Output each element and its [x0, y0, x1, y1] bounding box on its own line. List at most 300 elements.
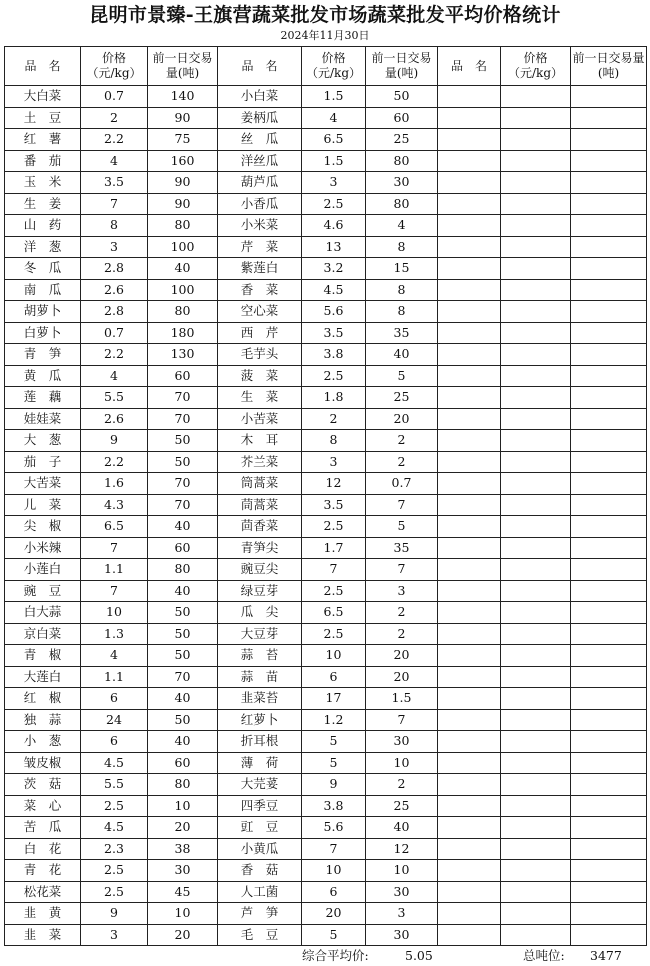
cell-price: 9: [302, 774, 366, 796]
cell-name: 白大蒜: [5, 602, 81, 624]
cell-volume: 50: [148, 645, 218, 667]
cell-price: [501, 473, 571, 495]
cell-name: 独 蒜: [5, 709, 81, 731]
cell-volume: 35: [366, 537, 438, 559]
cell-name: 西 芹: [218, 322, 302, 344]
cell-price: [501, 795, 571, 817]
cell-price: 3: [81, 236, 148, 258]
cell-volume: 40: [366, 344, 438, 366]
table-row: [5, 473, 647, 495]
table-row: [5, 279, 647, 301]
cell-volume: 8: [366, 279, 438, 301]
cell-name: [438, 838, 501, 860]
cell-name: 大 葱: [5, 430, 81, 452]
cell-volume: 50: [148, 623, 218, 645]
table-row: [5, 559, 647, 581]
cell-price: 5.6: [302, 301, 366, 323]
cell-volume: 80: [148, 559, 218, 581]
cell-volume: 35: [366, 322, 438, 344]
cell-volume: 40: [366, 817, 438, 839]
cell-price: 1.2: [302, 709, 366, 731]
table-row: [5, 236, 647, 258]
cell-name: 绿豆芽: [218, 580, 302, 602]
table-row: [5, 881, 647, 903]
cell-volume: 75: [148, 129, 218, 151]
header-volume: 前一日交易量(吨): [366, 47, 438, 86]
cell-name: [438, 645, 501, 667]
table-row: [5, 860, 647, 882]
cell-price: 20: [302, 903, 366, 925]
cell-volume: 70: [148, 494, 218, 516]
table-row: [5, 752, 647, 774]
table-row: [5, 623, 647, 645]
cell-volume: 40: [148, 731, 218, 753]
cell-price: [501, 172, 571, 194]
cell-price: 2.6: [81, 279, 148, 301]
cell-volume: [571, 580, 647, 602]
cell-volume: 20: [366, 645, 438, 667]
cell-price: [501, 236, 571, 258]
cell-name: 大莲白: [5, 666, 81, 688]
cell-volume: [571, 817, 647, 839]
cell-volume: 50: [148, 602, 218, 624]
cell-name: 蒜 苗: [218, 666, 302, 688]
cell-volume: 8: [366, 236, 438, 258]
cell-name: [438, 774, 501, 796]
table-row: [5, 903, 647, 925]
cell-name: 小米辣: [5, 537, 81, 559]
cell-price: 6.5: [302, 129, 366, 151]
cell-name: 豌 豆: [5, 580, 81, 602]
table-header-row: [5, 47, 647, 86]
cell-volume: [571, 193, 647, 215]
cell-name: [438, 666, 501, 688]
cell-name: 胡萝卜: [5, 301, 81, 323]
header-price: 价格（元/kg）: [302, 47, 366, 86]
table-body: [5, 86, 647, 946]
cell-price: [501, 258, 571, 280]
cell-price: 7: [81, 193, 148, 215]
cell-volume: 30: [148, 860, 218, 882]
cell-volume: 50: [366, 86, 438, 108]
cell-price: 10: [302, 860, 366, 882]
cell-name: [438, 881, 501, 903]
cell-name: 木 耳: [218, 430, 302, 452]
cell-price: 1.3: [81, 623, 148, 645]
table-row: [5, 494, 647, 516]
cell-price: 5: [302, 731, 366, 753]
cell-volume: 25: [366, 795, 438, 817]
cell-volume: 25: [366, 387, 438, 409]
cell-price: 1.7: [302, 537, 366, 559]
cell-volume: [571, 924, 647, 946]
cell-volume: 2: [366, 430, 438, 452]
table-row: [5, 215, 647, 237]
cell-price: 2.8: [81, 301, 148, 323]
cell-volume: 60: [366, 107, 438, 129]
cell-price: 3.8: [302, 795, 366, 817]
cell-name: [438, 580, 501, 602]
cell-price: [501, 387, 571, 409]
cell-volume: 2: [366, 451, 438, 473]
cell-volume: 40: [148, 516, 218, 538]
cell-volume: [571, 236, 647, 258]
cell-volume: 160: [148, 150, 218, 172]
cell-price: 4: [302, 107, 366, 129]
cell-volume: 60: [148, 752, 218, 774]
cell-price: 7: [302, 838, 366, 860]
header-name: 品 名: [5, 47, 81, 86]
cell-name: [438, 451, 501, 473]
header-name: 品 名: [438, 47, 501, 86]
cell-volume: 70: [148, 473, 218, 495]
cell-price: [501, 107, 571, 129]
table-row: [5, 709, 647, 731]
cell-name: [438, 215, 501, 237]
cell-name: 青 椒: [5, 645, 81, 667]
cell-name: 青笋尖: [218, 537, 302, 559]
cell-price: 5: [302, 924, 366, 946]
cell-price: 6: [302, 881, 366, 903]
cell-name: 韭菜苔: [218, 688, 302, 710]
cell-name: 人工菌: [218, 881, 302, 903]
cell-name: 小白菜: [218, 86, 302, 108]
table-row: [5, 451, 647, 473]
cell-price: 5: [302, 752, 366, 774]
cell-price: 4: [81, 150, 148, 172]
cell-price: 6: [302, 666, 366, 688]
cell-volume: [571, 731, 647, 753]
cell-volume: [571, 279, 647, 301]
cell-price: 6.5: [81, 516, 148, 538]
cell-name: 豇 豆: [218, 817, 302, 839]
cell-price: 2.5: [81, 860, 148, 882]
cell-name: 芦 笋: [218, 903, 302, 925]
cell-name: 土 豆: [5, 107, 81, 129]
cell-name: 白 花: [5, 838, 81, 860]
table-row: [5, 537, 647, 559]
cell-name: 莲 藕: [5, 387, 81, 409]
cell-price: [501, 731, 571, 753]
cell-name: [438, 795, 501, 817]
cell-volume: 20: [366, 666, 438, 688]
cell-price: 1.5: [302, 150, 366, 172]
cell-volume: [571, 709, 647, 731]
cell-price: 4.5: [302, 279, 366, 301]
cell-price: 4.5: [81, 752, 148, 774]
cell-price: 2.5: [302, 365, 366, 387]
average-price-label: 综合平均价:: [302, 948, 369, 963]
cell-price: 5.5: [81, 774, 148, 796]
cell-price: 24: [81, 709, 148, 731]
cell-name: [438, 322, 501, 344]
cell-volume: [571, 215, 647, 237]
cell-volume: 20: [366, 408, 438, 430]
cell-price: 2.2: [81, 129, 148, 151]
table-row: [5, 580, 647, 602]
cell-name: 茄 子: [5, 451, 81, 473]
cell-volume: 50: [148, 451, 218, 473]
cell-name: [438, 365, 501, 387]
table-row: [5, 666, 647, 688]
cell-volume: 60: [148, 537, 218, 559]
cell-volume: 20: [148, 817, 218, 839]
cell-volume: 2: [366, 602, 438, 624]
cell-volume: 70: [148, 408, 218, 430]
cell-volume: [571, 602, 647, 624]
cell-price: 0.7: [81, 322, 148, 344]
cell-price: [501, 774, 571, 796]
cell-name: 小米菜: [218, 215, 302, 237]
cell-volume: [571, 838, 647, 860]
cell-price: 3.8: [302, 344, 366, 366]
header-price: 价格（元/kg）: [501, 47, 571, 86]
cell-price: 1.6: [81, 473, 148, 495]
cell-name: 毛芋头: [218, 344, 302, 366]
cell-volume: 15: [366, 258, 438, 280]
cell-name: [438, 559, 501, 581]
cell-name: 小黄瓜: [218, 838, 302, 860]
cell-price: 4: [81, 645, 148, 667]
cell-name: 芹 菜: [218, 236, 302, 258]
cell-volume: 30: [366, 924, 438, 946]
cell-name: 白萝卜: [5, 322, 81, 344]
cell-name: 小苦菜: [218, 408, 302, 430]
cell-price: 2.2: [81, 451, 148, 473]
cell-name: 丝 瓜: [218, 129, 302, 151]
cell-price: [501, 365, 571, 387]
cell-name: [438, 688, 501, 710]
cell-name: 蒜 苔: [218, 645, 302, 667]
cell-price: [501, 301, 571, 323]
cell-volume: 20: [148, 924, 218, 946]
cell-price: 2.3: [81, 838, 148, 860]
cell-volume: [571, 430, 647, 452]
cell-name: 山 药: [5, 215, 81, 237]
cell-volume: 7: [366, 709, 438, 731]
cell-price: 0.7: [81, 86, 148, 108]
table-row: [5, 795, 647, 817]
cell-name: [438, 86, 501, 108]
cell-name: [438, 344, 501, 366]
cell-name: 大苦菜: [5, 473, 81, 495]
table-row: [5, 688, 647, 710]
table-row: [5, 107, 647, 129]
cell-volume: 1.5: [366, 688, 438, 710]
cell-name: 玉 米: [5, 172, 81, 194]
cell-price: [501, 150, 571, 172]
cell-name: [438, 150, 501, 172]
cell-name: [438, 279, 501, 301]
cell-volume: 5: [366, 516, 438, 538]
cell-volume: [571, 322, 647, 344]
cell-volume: 3: [366, 580, 438, 602]
cell-price: 10: [81, 602, 148, 624]
cell-name: 茴香菜: [218, 516, 302, 538]
cell-price: [501, 709, 571, 731]
cell-price: 1.1: [81, 559, 148, 581]
cell-volume: 25: [366, 129, 438, 151]
cell-volume: [571, 860, 647, 882]
cell-price: [501, 860, 571, 882]
cell-name: 青 笋: [5, 344, 81, 366]
table-row: [5, 344, 647, 366]
cell-volume: 45: [148, 881, 218, 903]
cell-name: 京白菜: [5, 623, 81, 645]
cell-volume: [571, 365, 647, 387]
cell-volume: [571, 107, 647, 129]
cell-price: 2: [81, 107, 148, 129]
cell-price: 6: [81, 731, 148, 753]
cell-price: 12: [302, 473, 366, 495]
cell-name: [438, 172, 501, 194]
cell-volume: 140: [148, 86, 218, 108]
cell-volume: [571, 774, 647, 796]
cell-name: 皱皮椒: [5, 752, 81, 774]
cell-price: 9: [81, 430, 148, 452]
cell-price: [501, 129, 571, 151]
cell-price: [501, 623, 571, 645]
cell-price: 6: [81, 688, 148, 710]
cell-volume: 70: [148, 666, 218, 688]
cell-name: 大豆芽: [218, 623, 302, 645]
cell-price: 3.2: [302, 258, 366, 280]
cell-name: 四季豆: [218, 795, 302, 817]
cell-price: [501, 516, 571, 538]
cell-price: [501, 322, 571, 344]
cell-name: 小 葱: [5, 731, 81, 753]
table-row: [5, 387, 647, 409]
cell-price: 8: [81, 215, 148, 237]
cell-volume: 80: [366, 150, 438, 172]
total-tonnage-label: 总吨位:: [523, 948, 565, 963]
cell-volume: 7: [366, 494, 438, 516]
cell-name: [438, 236, 501, 258]
cell-name: [438, 537, 501, 559]
cell-price: [501, 817, 571, 839]
cell-price: [501, 924, 571, 946]
table-row: [5, 774, 647, 796]
cell-name: [438, 602, 501, 624]
cell-price: [501, 193, 571, 215]
cell-name: 香 菇: [218, 860, 302, 882]
cell-volume: [571, 537, 647, 559]
cell-name: [438, 473, 501, 495]
cell-name: [438, 924, 501, 946]
cell-volume: 10: [366, 752, 438, 774]
table-row: [5, 86, 647, 108]
header-name: 品 名: [218, 47, 302, 86]
cell-volume: 30: [366, 172, 438, 194]
cell-price: 4.3: [81, 494, 148, 516]
cell-volume: 60: [148, 365, 218, 387]
cell-volume: [571, 494, 647, 516]
cell-name: [438, 752, 501, 774]
price-table: [4, 46, 647, 946]
cell-volume: 2: [366, 623, 438, 645]
cell-name: 红 薯: [5, 129, 81, 151]
cell-volume: [571, 645, 647, 667]
cell-name: 洋丝瓜: [218, 150, 302, 172]
cell-name: 筒蒿菜: [218, 473, 302, 495]
cell-volume: 2: [366, 774, 438, 796]
cell-price: [501, 279, 571, 301]
cell-volume: 80: [148, 301, 218, 323]
cell-name: 大白菜: [5, 86, 81, 108]
cell-name: [438, 408, 501, 430]
cell-volume: 80: [148, 215, 218, 237]
cell-volume: [571, 344, 647, 366]
cell-price: 3.5: [81, 172, 148, 194]
cell-volume: 4: [366, 215, 438, 237]
cell-name: [438, 817, 501, 839]
cell-volume: [571, 473, 647, 495]
cell-name: 番 茄: [5, 150, 81, 172]
cell-volume: 3: [366, 903, 438, 925]
cell-volume: 12: [366, 838, 438, 860]
cell-price: [501, 881, 571, 903]
cell-name: [438, 623, 501, 645]
table-row: [5, 838, 647, 860]
cell-name: 韭 菜: [5, 924, 81, 946]
cell-price: 1.5: [302, 86, 366, 108]
cell-name: [438, 494, 501, 516]
cell-price: 9: [81, 903, 148, 925]
cell-price: 6.5: [302, 602, 366, 624]
cell-price: 3.5: [302, 494, 366, 516]
table-row: [5, 301, 647, 323]
cell-price: [501, 215, 571, 237]
cell-volume: 90: [148, 193, 218, 215]
cell-price: 4: [81, 365, 148, 387]
cell-price: [501, 752, 571, 774]
cell-price: 17: [302, 688, 366, 710]
cell-price: [501, 408, 571, 430]
cell-name: 儿 菜: [5, 494, 81, 516]
cell-name: 尖 椒: [5, 516, 81, 538]
table-row: [5, 150, 647, 172]
cell-price: [501, 537, 571, 559]
cell-name: [438, 258, 501, 280]
cell-volume: 5: [366, 365, 438, 387]
cell-volume: [571, 258, 647, 280]
cell-name: 瓜 尖: [218, 602, 302, 624]
cell-price: 7: [81, 580, 148, 602]
cell-name: [438, 860, 501, 882]
cell-volume: 10: [148, 903, 218, 925]
cell-name: 小香瓜: [218, 193, 302, 215]
cell-name: 紫莲白: [218, 258, 302, 280]
cell-price: [501, 451, 571, 473]
cell-price: 7: [81, 537, 148, 559]
cell-volume: 40: [148, 688, 218, 710]
cell-volume: [571, 666, 647, 688]
cell-name: [438, 129, 501, 151]
cell-name: 南 瓜: [5, 279, 81, 301]
cell-price: [501, 580, 571, 602]
cell-price: 5.5: [81, 387, 148, 409]
cell-volume: 90: [148, 172, 218, 194]
cell-volume: 40: [148, 258, 218, 280]
cell-price: 3: [302, 172, 366, 194]
cell-volume: [571, 387, 647, 409]
cell-price: 2.5: [81, 795, 148, 817]
cell-volume: [571, 795, 647, 817]
table-row: [5, 322, 647, 344]
cell-name: 菠 菜: [218, 365, 302, 387]
cell-name: 生 菜: [218, 387, 302, 409]
page-title: 昆明市景臻-王旗营蔬菜批发市场蔬菜批发平均价格统计: [89, 4, 561, 26]
